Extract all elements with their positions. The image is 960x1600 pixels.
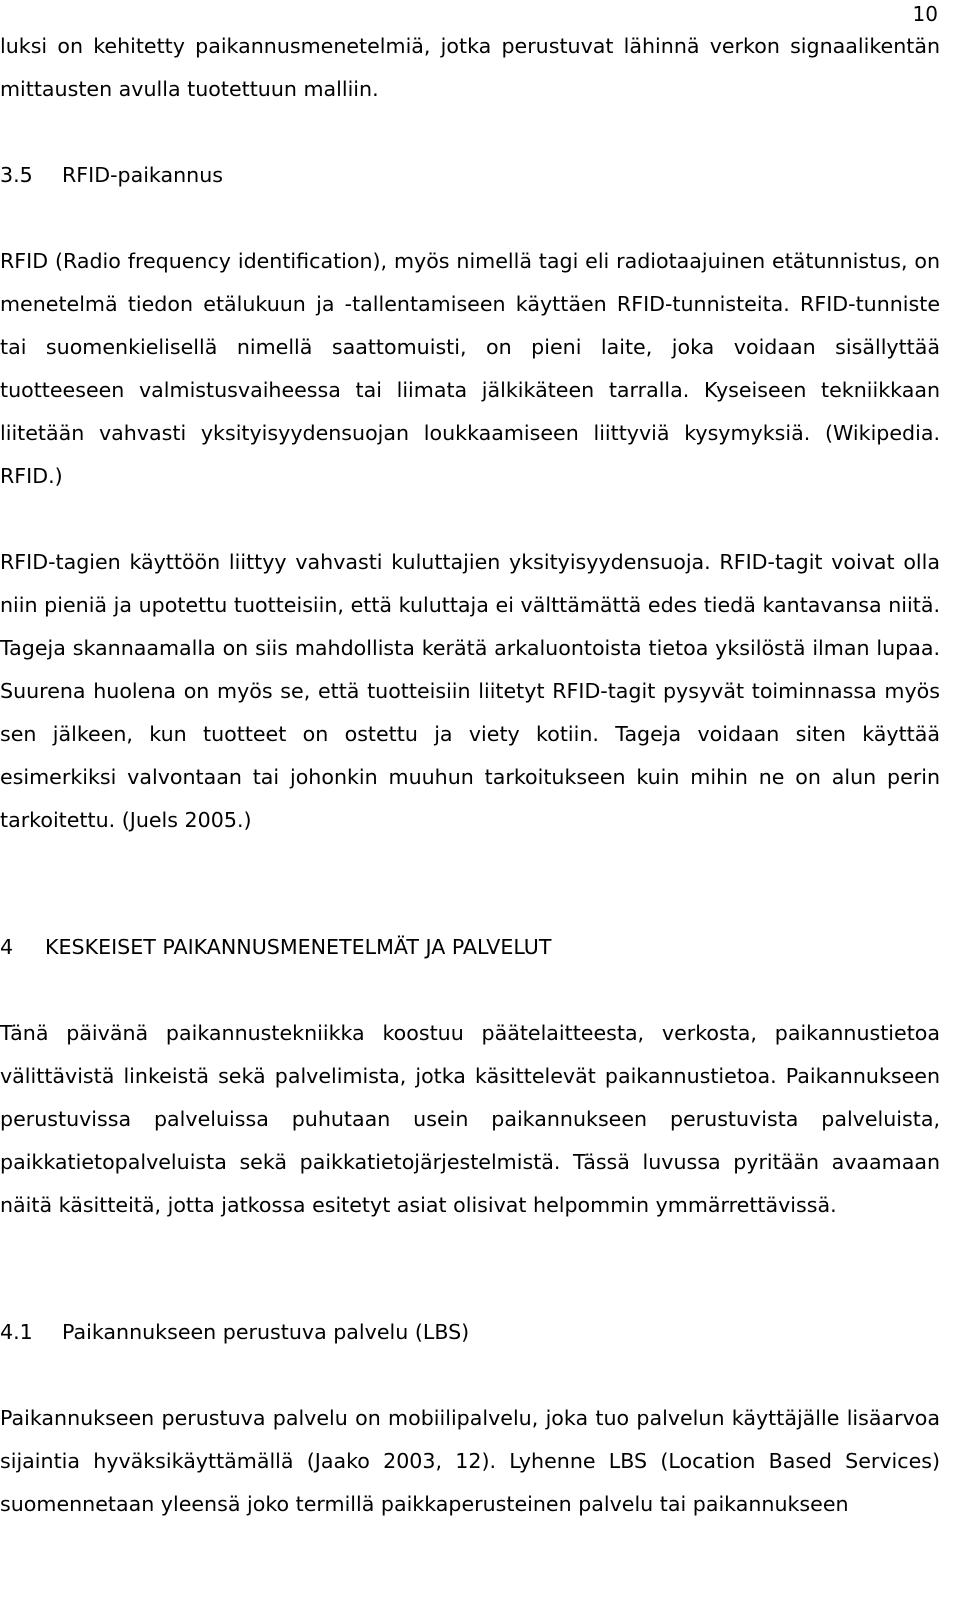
section-title: RFID-paikannus [62, 163, 223, 187]
paragraph-positioning-overview: Tänä päivänä paikannustekniikka koostuu päätelaitteesta, verkosta, paikannustietoa välittävistä linkeistä sekä palvelimista, jotka käsittelevät paikannustietoa. Paikannukseen perustuvissa palveluissa puhutaan usein paikannukseen perustuvista palveluista, paikkatietopalveluista sekä paikkatietojärjestelmistä. Tässä luvussa pyritään avaamaan näitä käsitteitä, jotta jatkossa esitetyt asiat olisivat helpommin ymmärrettävissä. [0, 1021, 940, 1217]
document-body [0, 25, 940, 1526]
section-heading-4-1 [0, 1311, 940, 1354]
paragraph-lbs-definition: Paikannukseen perustuva palvelu on mobiilipalvelu, joka tuo palvelun käyttäjälle lisäarvoa sijaintia hyväksikäyttämällä (Jaako 2003, 12). Lyhenne LBS (Location Based Services) suomennetaan yleensä joko termillä paikkaperusteinen palvelu tai paikannukseen [0, 1406, 940, 1516]
chapter-heading-4 [0, 926, 940, 969]
chapter-title: KESKEISET PAIKANNUSMENETELMÄT JA PALVELUT [45, 935, 552, 959]
page-number: 10 [912, 2, 938, 26]
paragraph-continuation: luksi on kehitetty paikannusmenetelmiä, jotka perustuvat lähinnä verkon signaalikentän mittausten avulla tuotettuun malliin. [0, 34, 940, 101]
section-heading-3-5 [0, 154, 940, 197]
paragraph-rfid-privacy: RFID-tagien käyttöön liittyy vahvasti kuluttajien yksityisyydensuoja. RFID-tagit voivat olla niin pieniä ja upotettu tuotteisiin, että kuluttaja ei välttämättä edes tiedä kantavansa niitä. Tageja skannaamalla on siis mahdollista kerätä arkaluontoista tietoa yksilöstä ilman lupaa. Suurena huolena on myös se, että tuotteisiin liitetyt RFID-tagit pysyvät toiminnassa myös sen jälkeen, kun tuotteet on ostettu ja viety kotiin. Tageja voidaan siten käyttää esimerkiksi valvontaan tai johonkin muuhun tarkoitukseen kuin mihin ne on alun perin tarkoitettu. (Juels 2005.) [0, 550, 940, 832]
section-number: 3.5 [0, 163, 33, 187]
section-title: Paikannukseen perustuva palvelu (LBS) [62, 1320, 470, 1344]
section-number: 4.1 [0, 1320, 33, 1344]
paragraph-rfid-definition: RFID (Radio frequency identification), myös nimellä tagi eli radiotaajuinen etätunnistus, on menetelmä tiedon etälukuun ja -tallentamiseen käyttäen RFID-tunnisteita. RFID-tunniste tai suomenkielisellä nimellä saattomuisti, on pieni laite, joka voidaan sisällyttää tuotteeseen valmistusvaiheessa tai liimata jälkikäteen tarralla. Kyseiseen tekniikkaan liitetään vahvasti yksityisyydensuojan loukkaamiseen liittyviä kysymyksiä. (Wikipedia. RFID.) [0, 249, 940, 488]
chapter-number: 4 [0, 935, 14, 959]
